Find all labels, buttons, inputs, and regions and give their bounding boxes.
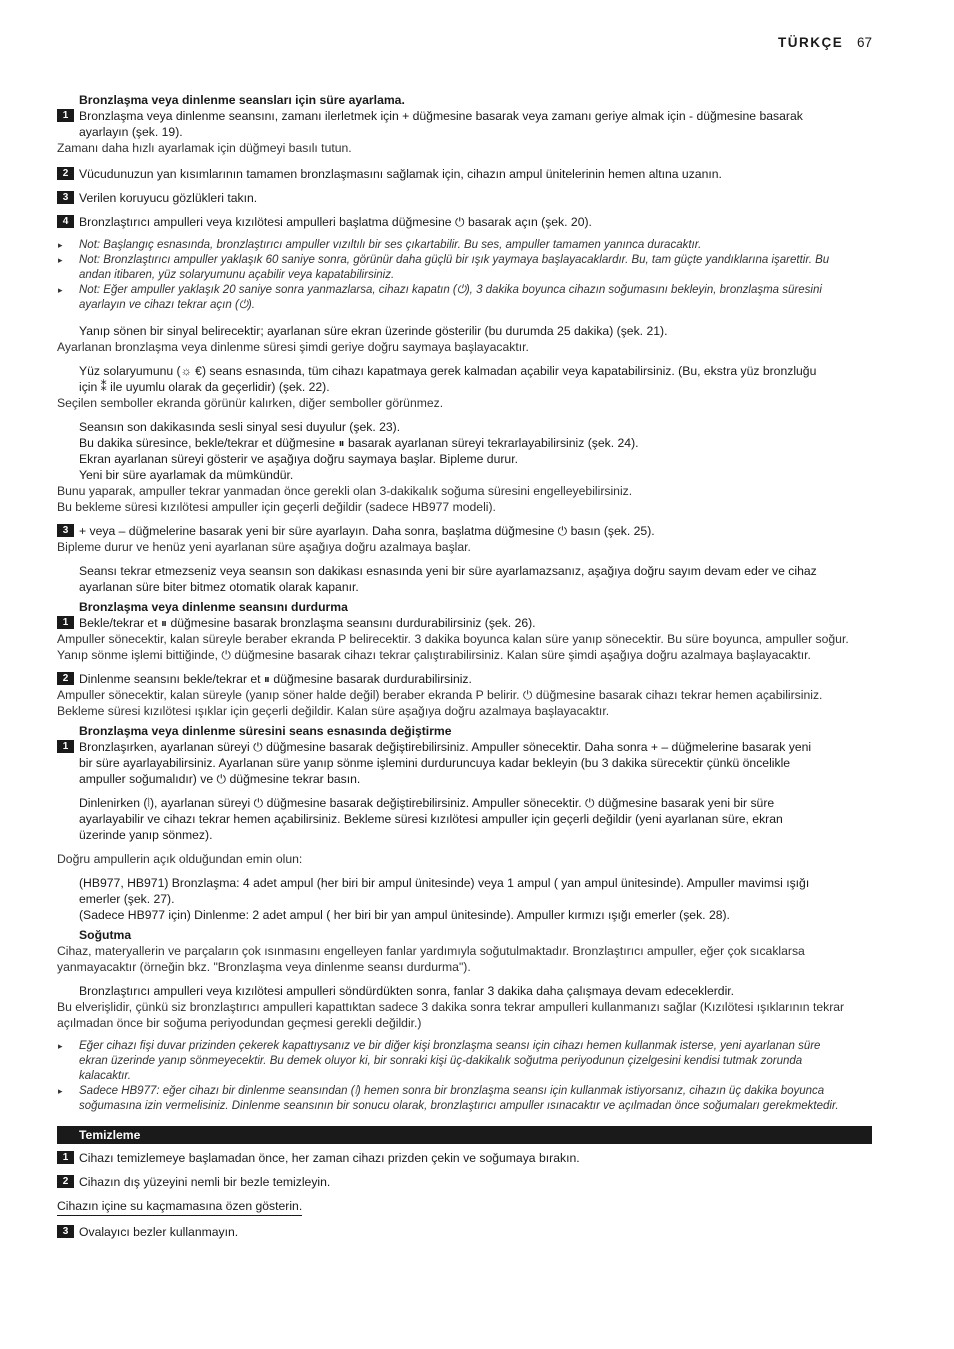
indented-text: Seansın son dakikasında sesli sinyal sesi duyulur (şek. 23). — [79, 420, 401, 434]
step-number: 2 — [57, 672, 74, 685]
note: ▸ Not: Eğer ampuller yaklaşık 20 saniye sonra yanmazlarsa, cihazı kapatın (⏻), 3 dakika boyunca cihazın soğumasını bekleyin, bronzlaşma süresini — [58, 284, 822, 296]
indented-text: Yeni bir süre ayarlamak da mümkündür. — [79, 468, 294, 482]
indented-text: için ⁑ ile uyumlu olarak da geçerlidir) (şek. 22). — [79, 380, 330, 394]
note: ▸ Eğer cihazı fişi duvar prizinden çekerek kapattıysanız ve bir diğer kişi bronzlaşma seansı için cihazı hemen kullanmak isterse, yeni ayarlanan süre — [58, 1040, 821, 1052]
paragraph: Cihaz, materyallerin ve parçaların çok ısınmasını engelleyen fanlar yardımıyla soğutulmaktadır. Bronzlaştırıcı ampuller, eğer çok sıcaklarsa — [57, 944, 805, 958]
paragraph: Seçilen semboller ekranda görünür kalırken, diğer semboller görünmez. — [57, 396, 444, 410]
paragraph: Bipleme durur ve henüz yeni ayarlanan süre aşağıya doğru azalmaya başlar. — [57, 540, 471, 554]
indented-text: (Sadece HB977 için) Dinlenme: 2 adet ampul ( her biri bir yan ampul ünitesinde). Ampuller kırmızı ışığı emerler (şek. 28). — [79, 908, 730, 922]
note-continued: ekran üzerinde yanıp sönmeyecektir. Bu demek oluyor ki, bir sonraki kişi üç-dakikalık soğutma periyodunun çizelgesini kendisi tutmak zorunda — [79, 1055, 803, 1067]
step-text: + veya – düğmelerine basarak yeni bir süre ayarlayın. Daha sonra, başlatma düğmesine ⏻ basın (şek. 25). — [79, 524, 655, 538]
step-number: 3 — [57, 191, 74, 204]
section-heading: Bronzlaşma veya dinlenme süresini seans esnasında değiştirme — [79, 724, 452, 738]
indented-text: Seansı tekrar etmezseniz veya seansın son dakikası esnasında yeni bir süre ayarlamazsanız, aşağıya doğru sayım devam eder ve cihaz — [79, 564, 817, 578]
note-continued: kalacaktır. — [79, 1070, 131, 1082]
paragraph: Bunu yaparak, ampuller tekrar yanmadan önce gerekli olan 3-dakikalık soğuma süresini engelleyebilirsiniz. — [57, 484, 633, 498]
section-heading: Bronzlaşma veya dinlenme seansını durdurma — [79, 600, 348, 614]
main-content — [57, 92, 872, 1240]
section-heading: Soğutma — [79, 928, 132, 942]
step-text: Verilen koruyucu gözlükleri takın. — [79, 191, 258, 205]
section-heading: Bronzlaşma veya dinlenme seansları için süre ayarlama. — [79, 93, 405, 107]
paragraph: yanmayacaktır (örneğin bkz. "Bronzlaşma veya dinlenme seansı durdurma"). — [57, 960, 471, 974]
indented-text: (HB977, HB971) Bronzlaşma: 4 adet ampul (her biri bir ampul ünitesinde) veya 1 ampul ( yan ampul ünitesinde). Ampuller mavimsi ışığı — [79, 876, 810, 890]
section-bar-cleaning: Temizleme — [57, 1126, 872, 1144]
step-number: 1 — [57, 109, 74, 122]
note: ▸ Sadece HB977: eğer cihazı bir dinlenme seansından (⦚) hemen sonra bir bronzlaşma seansı için kullanmak istiyorsanız, cihazın üç dakika boyunca — [58, 1085, 825, 1097]
paragraph: Zamanı daha hızlı ayarlamak için düğmeyi basılı tutun. — [57, 141, 352, 155]
note-continued: ayarlayın ve cihazı tekrar açın (⏻). — [79, 299, 255, 311]
indented-text: ayarlayabilir ve cihazı tekrar hemen açabilirsiniz. Bekleme süresi kızılötesi ampuller için geçerli değildir (yeni ayarlanan süre, ekran — [79, 812, 783, 826]
step-text: Bronzlaşırken, ayarlanan süreyi ⏻ düğmesine basarak değiştirebilirsiniz. Ampuller sönecektir. Daha sonra + – düğmelerine basarak yeni — [79, 740, 812, 754]
paragraph: Ampuller sönecektir, kalan süreyle beraber ekranda P belirecektir. 3 dakika boyunca kalan süre yanıp sönecektir. Bu süre boyunca, ampuller soğur. — [57, 632, 849, 646]
paragraph: Doğru ampullerin açık olduğundan emin olun: — [57, 852, 303, 866]
paragraph: Bu elverişlidir, çünkü siz bronzlaştırıcı ampulleri kapattıktan sadece 3 dakika sonra tekrar ampulleri kullanmanızı sağlar (Kızılötesi ışıklarının tekrar — [57, 1000, 845, 1014]
indented-text: Yüz solaryumunu (☼ €) seans esnasında, tüm cihazı kapatmaya gerek kalmadan açabilir veya kapatabilirsiniz. (Bu, ekstra yüz bronzluğu — [79, 364, 817, 378]
indented-text: üzerinde yanıp sönmez). — [79, 828, 213, 842]
step-text: Cihazın dış yüzeyini nemli bir bezle temizleyin. — [79, 1175, 331, 1189]
note-continued: andan itibaren, yüz solaryumunu açabilir veya kapatabilirsiniz. — [79, 269, 395, 281]
step-number: 1 — [57, 740, 74, 753]
indented-text: ayarlanan süre biter bitmez otomatik olarak kapanır. — [79, 580, 359, 594]
paragraph: Bekleme süresi kızılötesi ışıklar için geçerli değildir. Kalan süre aşağıya doğru azalmaya başlayacaktır. — [57, 704, 610, 718]
warning-text: Cihazın içine su kaçmamasına özen gösterin. — [57, 1198, 302, 1216]
page-header — [778, 35, 872, 50]
step-text: Bronzlaştırıcı ampulleri veya kızılötesi ampulleri başlatma düğmesine ⏻ basarak açın (şek. 20). — [79, 215, 592, 229]
step-text: Ovalayıcı bezler kullanmayın. — [79, 1225, 239, 1239]
paragraph: açılmadan önce bir soğuma periyodundan geçmesi gerekli değildir.) — [57, 1016, 422, 1030]
indented-text: Bronzlaştırıcı ampulleri veya kızılötesi ampulleri söndürdükten sonra, fanlar 3 dakika daha çalışmaya devam edeceklerdir. — [79, 984, 735, 998]
note: ▸ Not: Bronzlaştırıcı ampuller yaklaşık 60 saniye sonra, görünür daha güçlü bir ışık yaymaya başlayacaklardır. Bu, tam güçte yandıklarına işarettir. Bu — [58, 254, 830, 266]
step-text: Dinlenme seansını bekle/tekrar et ⏸ düğmesine basarak durdurabilirsiniz. — [79, 672, 472, 686]
indented-text: Dinlenirken (⦚), ayarlanan süreyi ⏻ düğmesine basarak değiştirebilirsiniz. Ampuller sönecektir. ⏻ düğmesine basarak yeni bir süre — [79, 796, 775, 810]
step-number: 1 — [57, 616, 74, 629]
paragraph: Ayarlanan bronzlaşma veya dinlenme süresi şimdi geriye doğru saymaya başlayacaktır. — [57, 340, 529, 354]
indented-text: Ekran ayarlanan süreyi gösterir ve aşağıya doğru saymaya başlar. Bipleme durur. — [79, 452, 518, 466]
paragraph: Yanıp sönme işlemi bittiğinde, ⏻ düğmesine basarak cihazı tekrar çalıştırabilirsiniz. Kalan süre şimdi aşağıya doğru azalmaya başlayacaktır. — [57, 648, 811, 662]
note-continued: soğumasına izin vermelisiniz. Dinlenme seansının bir sonucu olarak, bronzlaştırıcı ampuller ısınacaktır ve açılmadan önce soğumaları gerekmektedir. — [79, 1100, 839, 1112]
step-text: bir süre ayarlayabilirsiniz. Ayarlanan süre yanıp sönme işlemini durduruncuya kadar bekleyin (bu 3 dakika sürecektir çünkü öncelikle — [79, 756, 791, 770]
step-text: Vücudunuzun yan kısımlarının tamamen bronzlaşmasını sağlamak için, cihazın ampul ünitelerinin hemen altına uzanın. — [79, 167, 722, 181]
step-number: 2 — [57, 167, 74, 180]
indented-text: Yanıp sönen bir sinyal belirecektir; ayarlanan süre ekran üzerinde gösterilir (bu durumda 25 dakika) (şek. 21). — [79, 324, 668, 338]
paragraph: Bu bekleme süresi kızılötesi ampuller için geçerli değildir (sadece HB977 modeli). — [57, 500, 496, 514]
step-text: ayarlayın (şek. 19). — [79, 125, 183, 139]
step-number: 4 — [57, 215, 74, 228]
indented-text: emerler (şek. 27). — [79, 892, 175, 906]
indented-text: Bu dakika süresince, bekle/tekrar et düğmesine ⏸ basarak ayarlanan süreyi tekrarlayabilirsiniz (şek. 24). — [79, 436, 639, 450]
language-label: TÜRKÇE — [777, 35, 844, 50]
step-text: Bekle/tekrar et ⏸ düğmesine basarak bronzlaşma seansını durdurabilirsiniz (şek. 26). — [79, 616, 536, 630]
step-number: 1 — [57, 1151, 74, 1164]
note: ▸ Not: Başlangıç esnasında, bronzlaştırıcı ampuller vızıltılı bir ses çıkartabilir. Bu ses, ampuller tamamen yanınca duracaktır. — [58, 239, 702, 251]
step-text: Bronzlaşma veya dinlenme seansını, zamanı ilerletmek için + düğmesine basarak veya zamanı geriye almak için - düğmesine basarak — [79, 109, 803, 123]
step-number: 2 — [57, 1175, 74, 1188]
step-text: ampuller soğumalıdır) ve ⏻ düğmesine tekrar basın. — [79, 772, 361, 786]
step-text: Cihazı temizlemeye başlamadan önce, her zaman cihazı prizden çekin ve soğumaya bırakın. — [79, 1151, 580, 1165]
page-number: 67 — [856, 35, 872, 50]
paragraph: Ampuller sönecektir, kalan süreyle (yanıp söner halde değil) beraber ekranda P belirir. ⏻ düğmesine basarak cihazı tekrar hemen açabilirsiniz. — [57, 688, 823, 702]
step-number: 3 — [57, 524, 74, 537]
step-number: 3 — [57, 1225, 74, 1238]
